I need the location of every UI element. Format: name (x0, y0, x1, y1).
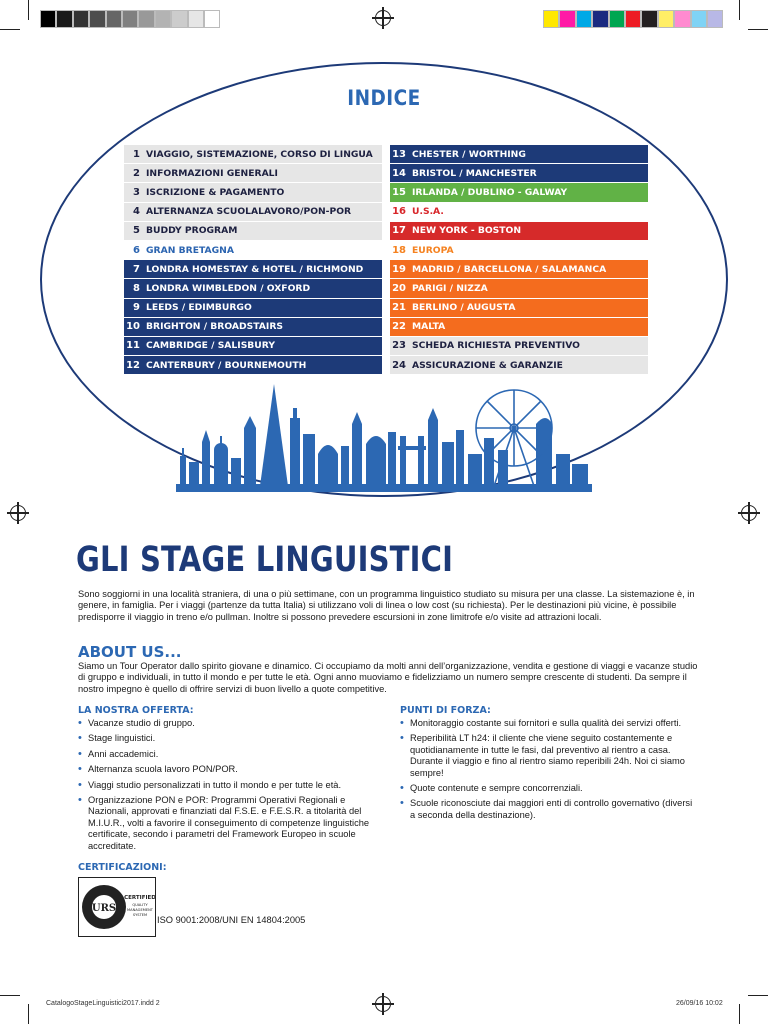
index-entry-label: BERLINO / AUGUSTA (412, 302, 516, 314)
index-entry (124, 241, 382, 260)
index-entry (124, 318, 382, 337)
index-entry-number: 3 (133, 186, 140, 198)
index-entry-number: 9 (133, 302, 140, 314)
color-swatch (691, 10, 707, 28)
process-color-bar (543, 10, 723, 28)
certifications-heading: CERTIFICAZIONI: (78, 862, 167, 873)
list-item: • Reperibilità LT h24: il cliente che viene seguito costantemente e quotidianamente in tutte le fasi, dal preventivo al rientro a casa. Durante il viaggio e fino al rientro siamo reperibili 24h. Noi ci siamo sempre! (400, 733, 696, 779)
urs-certified-logo (78, 877, 156, 937)
svg-text:SYSTEM: SYSTEM (132, 913, 148, 917)
certification-text: ISO 9001:2008/UNI EN 14804:2005 (157, 915, 306, 925)
color-swatch (204, 10, 220, 28)
index-entry-label: INFORMAZIONI GENERALI (146, 167, 278, 179)
svg-text:URS: URS (91, 903, 117, 914)
index-entry (390, 222, 648, 241)
list-item: • Monitoraggio costante sui fornitori e sulla qualità dei servizi offerti. (400, 718, 696, 729)
color-swatch (171, 10, 187, 28)
index-entry-label: EUROPA (412, 244, 454, 256)
index-entry-number: 20 (392, 282, 406, 294)
index-list-left (124, 145, 382, 375)
list-item: • Viaggi studio personalizzati in tutto il mondo e per tutte le età. (78, 780, 374, 791)
strengths-list (400, 718, 696, 825)
index-entry-label: LONDRA WIMBLEDON / OXFORD (146, 282, 311, 294)
color-swatch (89, 10, 105, 28)
index-title: INDICE (347, 86, 421, 110)
crop-mark (739, 1004, 740, 1024)
index-entry-number: 6 (133, 244, 140, 256)
index-entry (124, 164, 382, 183)
crop-mark (748, 995, 768, 996)
index-entry-label: VIAGGIO, SISTEMAZIONE, CORSO DI LINGUA (146, 148, 373, 160)
index-entry-number: 13 (392, 148, 406, 160)
index-entry-number: 17 (392, 225, 406, 237)
index-entry-label: BRISTOL / MANCHESTER (412, 167, 537, 179)
index-entry-label: LEEDS / EDIMBURGO (146, 302, 252, 314)
color-swatch (592, 10, 608, 28)
color-swatch (138, 10, 154, 28)
color-swatch (40, 10, 56, 28)
footer-filename: CatalogoStageLinguistici2017.indd 2 (46, 1000, 160, 1007)
color-swatch (576, 10, 592, 28)
index-entry-number: 21 (392, 302, 406, 314)
index-entry (124, 299, 382, 318)
index-entry-label: MADRID / BARCELLONA / SALAMANCA (412, 263, 607, 275)
registration-mark-icon (375, 10, 391, 26)
index-entry-label: BRIGHTON / BROADSTAIRS (146, 321, 284, 333)
index-entry-number: 2 (133, 167, 140, 179)
index-entry-number: 10 (126, 321, 140, 333)
color-swatch (122, 10, 138, 28)
index-entry-label: NEW YORK - BOSTON (412, 225, 522, 237)
index-entry (390, 203, 648, 222)
index-entry (390, 318, 648, 337)
index-entry-number: 18 (392, 244, 406, 256)
offer-heading: LA NOSTRA OFFERTA: (78, 705, 194, 716)
crop-mark (28, 0, 29, 20)
index-entry (390, 337, 648, 356)
crop-mark (0, 995, 20, 996)
list-item: • Stage linguistici. (78, 733, 374, 744)
index-entry-label: CHESTER / WORTHING (412, 148, 526, 160)
index-entry (124, 260, 382, 279)
crop-mark (748, 29, 768, 30)
list-item: • Quote contenute e sempre concorrenziali. (400, 783, 696, 794)
index-entry-label: BUDDY PROGRAM (146, 225, 238, 237)
list-item: • Vacanze studio di gruppo. (78, 718, 374, 729)
index-entry-number: 8 (133, 282, 140, 294)
color-swatch (658, 10, 674, 28)
registration-mark-icon (741, 505, 757, 521)
index-list-right (390, 145, 648, 375)
index-entry-number: 7 (133, 263, 140, 275)
index-entry (390, 183, 648, 202)
list-item: • Alternanza scuola lavoro PON/POR. (78, 764, 374, 775)
index-entry-number: 23 (392, 340, 406, 352)
index-entry-label: GRAN BRETAGNA (146, 244, 234, 256)
index-entry (124, 356, 382, 375)
index-entry-number: 22 (392, 321, 406, 333)
index-entry-number: 4 (133, 206, 140, 218)
list-item: • Organizzazione PON e POR: Programmi Operativi Regionali e Nazionali, approvati e finanziati dal F.S.E. e F.E.S.R. a titolarità del M.I.U.R., volti a favorire il conseguimento di competenze linguistiche certificate, secondo i parametri del Framework Europeo in scuole accreditate. (78, 795, 374, 852)
index-entry-number: 12 (126, 359, 140, 371)
index-entry-label: CAMBRIDGE / SALISBURY (146, 340, 275, 352)
index-entry (390, 145, 648, 164)
index-entry-number: 14 (392, 167, 406, 179)
index-entry-label: SCHEDA RICHIESTA PREVENTIVO (412, 340, 580, 352)
index-entry (390, 279, 648, 298)
index-entry-label: MALTA (412, 321, 446, 333)
index-entry-label: U.S.A. (412, 206, 444, 218)
index-entry (390, 241, 648, 260)
color-swatch (559, 10, 575, 28)
crop-mark (0, 29, 20, 30)
index-entry (390, 356, 648, 375)
color-swatch (543, 10, 559, 28)
color-swatch (188, 10, 204, 28)
london-skyline-illustration (176, 384, 592, 492)
crop-mark (739, 0, 740, 20)
color-swatch (625, 10, 641, 28)
color-swatch (707, 10, 723, 28)
index-entry-number: 24 (392, 359, 406, 371)
registration-mark-icon (10, 505, 26, 521)
index-entry (124, 337, 382, 356)
list-item: • Anni accademici. (78, 749, 374, 760)
index-entry-number: 5 (133, 225, 140, 237)
offer-list (78, 718, 374, 856)
index-entry (390, 299, 648, 318)
index-entry-label: IRLANDA / DUBLINO - GALWAY (412, 186, 568, 198)
index-entry (124, 279, 382, 298)
strengths-heading: PUNTI DI FORZA: (400, 705, 491, 716)
index-entry-label: CANTERBURY / BOURNEMOUTH (146, 359, 307, 371)
color-swatch (641, 10, 657, 28)
color-swatch (106, 10, 122, 28)
index-entry-label: ASSICURAZIONE & GARANZIE (412, 359, 563, 371)
index-entry (390, 164, 648, 183)
index-entry-label: ALTERNANZA SCUOLALAVORO/PON-POR (146, 206, 352, 218)
index-entry-label: ISCRIZIONE & PAGAMENTO (146, 186, 285, 198)
page-title: GLI STAGE LINGUISTICI (76, 540, 454, 580)
index-entry (124, 183, 382, 202)
crop-mark (28, 1004, 29, 1024)
color-swatch (73, 10, 89, 28)
about-paragraph: Siamo un Tour Operator dallo spirito giovane e dinamico. Ci occupiamo da molti anni dell’organizzazione, vendita e gestione di viaggi e vacanze studio di gruppo e individuali, in tutto il mondo e per tutte le età. Ogni anno muoviamo e fidelizziamo un numero sempre crescente di studenti. Da sempre il nostro impegno è quello di offrire servizi di buon livello a quote competitive. (78, 661, 698, 694)
intro-paragraph: Sono soggiorni in una località straniera, di una o più settimane, con un programma linguistico studiato su misura per una classe. La sistemazione è, in genere, in famiglia. Per i viaggi (partenze da tutta Italia) si utilizzano voli di linea o low cost (su richiesta). Per le destinazioni più vicine, è possibile predisporre il viaggio in treno e/o pullman. Inoltre si possono prevedere escursioni in zone limitrofe e/o visite ad attrazioni locali. (78, 589, 695, 622)
svg-text:QUALITY: QUALITY (132, 903, 148, 907)
index-entry (124, 145, 382, 164)
grayscale-color-bar (40, 10, 220, 28)
index-entry-number: 16 (392, 206, 406, 218)
color-swatch (155, 10, 171, 28)
index-entry-number: 1 (133, 148, 140, 160)
index-entry-number: 11 (126, 340, 140, 352)
index-entry (124, 203, 382, 222)
about-heading: ABOUT US... (78, 643, 182, 661)
index-entry-label: PARIGI / NIZZA (412, 282, 488, 294)
index-entry-label: LONDRA HOMESTAY & HOTEL / RICHMOND (146, 263, 364, 275)
svg-text:CERTIFIED: CERTIFIED (124, 895, 156, 901)
index-entry (124, 222, 382, 241)
svg-text:MANAGEMENT: MANAGEMENT (127, 908, 153, 912)
footer-timestamp: 26/09/16 10:02 (676, 1000, 723, 1007)
index-entry-number: 15 (392, 186, 406, 198)
color-swatch (609, 10, 625, 28)
registration-mark-icon (375, 996, 391, 1012)
index-entry-number: 19 (392, 263, 406, 275)
index-entry (390, 260, 648, 279)
color-swatch (674, 10, 690, 28)
list-item: • Scuole riconosciute dai maggiori enti di controllo governativo (diversi a seconda della destinazione). (400, 798, 696, 821)
color-swatch (56, 10, 72, 28)
